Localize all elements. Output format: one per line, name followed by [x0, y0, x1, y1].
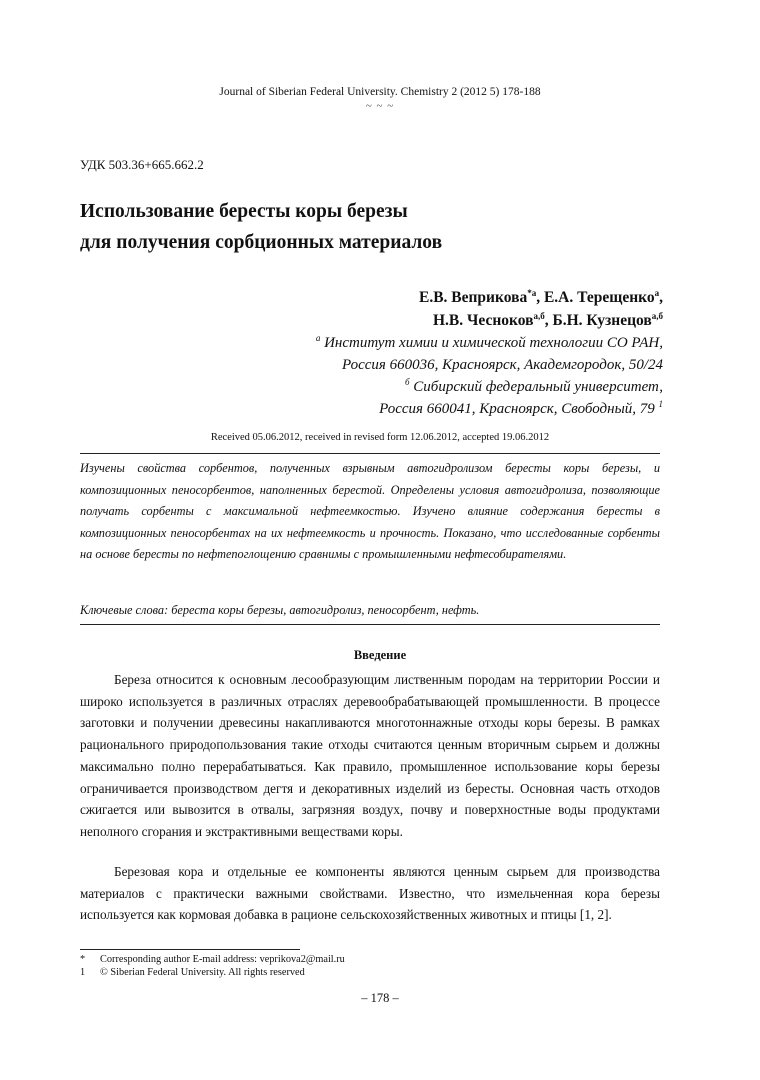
author-affil-mark: а	[654, 288, 660, 298]
article-title	[80, 196, 442, 258]
section-heading: Введение	[353, 648, 407, 662]
footnote-2	[80, 966, 305, 979]
body-paragraph-2	[80, 861, 660, 926]
affiliation-mark: б	[404, 377, 410, 387]
affiliation-text: Сибирский федеральный университет,	[413, 379, 663, 395]
footnote-text: © Siberian Federal University. All rights reserved	[100, 967, 305, 978]
footnote-mark: 1	[80, 967, 86, 978]
affiliation-2-line-1	[316, 376, 663, 398]
author-name: Б.Н. Кузнецов	[552, 312, 652, 329]
keywords: Ключевые слова: береста коры березы, автогидролиз, пеносорбент, нефть.	[80, 603, 480, 617]
author-name: Е.А. Терещенко	[543, 289, 655, 306]
paragraph-text: Береза относится к основным лесообразующим лиственным породам на территории России и широко используется в различных отраслях деревообрабатывающей промышленности. В процессе заготовки и получении древесины накапливаются многотоннажные отходы коры березы. В рамках рационального природопользования такие отходы считаются ценным вторичным сырьем и должны максимально полно перерабатываться. Как правило, промышленное использование коры березы ограничивается производством дегтя и декоративных изделий из бересты. Основная часть отходов сжигается или вывозится в отвалы, загрязняя воздух, почву и поверхностные воды продуктами неполного сгорания и экстрактивными веществами коры.	[80, 672, 660, 839]
affiliation-1-line-2: Россия 660036, Красноярск, Академгородок, 50/24	[341, 357, 663, 373]
abstract: Изучены свойства сорбентов, полученных взрывным автогидролизом бересты коры березы, и композиционных пеносорбентов, наполненных берестой. Определены условия автогидролиза, позволяющие получать сорбенты с максимальной нефтеемкостью. Изучено влияние содержания бересты в композиционных пеносорбентах на их нефтеемкость и прочность. Показано, что исследованные сорбенты на основе бересты по нефтепоглощению сравнимы с промышленными нефтесобирателями.	[80, 461, 660, 562]
udk-code: УДК 503.36+665.662.2	[80, 157, 204, 172]
header-separator: ~ ~ ~	[365, 100, 395, 112]
received-dates: Received 05.06.2012, received in revised form 12.06.2012, accepted 19.06.2012	[210, 432, 550, 443]
abstract-bottom-rule	[80, 624, 660, 625]
footnote-text: Corresponding author E-mail address: veprikova2@mail.ru	[100, 954, 345, 965]
author-affil-mark: *а	[527, 288, 537, 298]
footnote-rule	[80, 949, 300, 950]
paragraph-text: Березовая кора и отдельные ее компоненты являются ценным сырьем для производства материалов с практически важными свойствами. Известно, что измельченная кора березы используется как кормовая добавка в рационе сельскохозяйственных животных и птицы [1, 2].	[80, 864, 660, 923]
affiliation-2-line-2	[316, 398, 663, 420]
affiliation-1-line-1	[316, 332, 663, 354]
journal-header: Journal of Siberian Federal University. Chemistry 2 (2012 5) 178-188	[219, 86, 541, 98]
title-line-2: для получения сорбционных материалов	[80, 232, 443, 253]
affiliation-text: Институт химии и химической технологии СО РАН,	[324, 335, 663, 351]
footnote-mark: *	[80, 954, 86, 965]
affiliation-mark: а	[315, 333, 321, 343]
authors-line-2: Н.В. Чесноков$^{а,б}$, Б.Н. Кузнецов$^{а,б}$	[433, 311, 663, 329]
author-name: Е.В. Веприкова	[418, 289, 528, 306]
affiliation-text: Россия 660041, Красноярск, Свободный, 79	[379, 401, 655, 417]
abstract-top-rule	[80, 453, 660, 454]
page-number: – 178 –	[361, 991, 399, 1005]
author-affil-mark: а,б	[651, 311, 663, 321]
affiliations-block	[316, 332, 663, 420]
footnote-mark: 1	[658, 399, 663, 409]
footnote-1	[80, 953, 345, 966]
authors-line-1: Е.В. Веприкова$^{*а}$, Е.А. Терещенко$^а$,	[418, 288, 663, 306]
body-paragraph-1	[80, 669, 660, 843]
title-line-1: Использование бересты коры березы	[80, 201, 408, 222]
authors-block	[419, 286, 663, 332]
author-affil-mark: а,б	[533, 311, 545, 321]
author-name: Н.В. Чесноков	[433, 312, 534, 329]
